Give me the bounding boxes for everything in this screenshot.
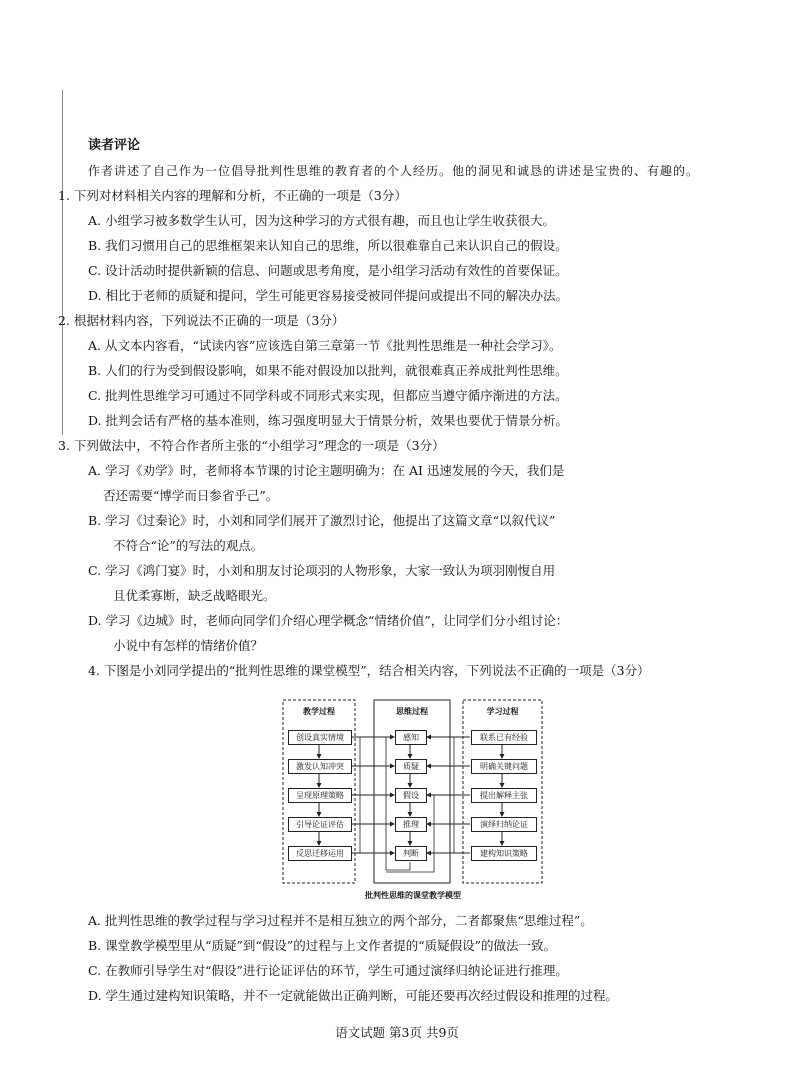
- learning-step: 联系已有经验: [471, 730, 537, 745]
- q3-option-a-line1: A. 学习《劝学》时，老师将本节课的讨论主题明确为：在 AI 迅速发展的今天，我们是: [88, 463, 565, 478]
- teaching-process-title: 教学过程: [303, 706, 335, 716]
- q2-option-d: D. 批判会话有严格的基本准则，练习强度明显大于情景分析，效果也要优于情景分析。: [88, 413, 569, 428]
- binding-margin-line: [62, 90, 63, 435]
- q4-option-b: B. 课堂教学模型里从“质疑”到“假设”的过程与上文作者提的“质疑假设”的做法一致。: [88, 938, 556, 953]
- thinking-process-title: 思维过程: [396, 706, 428, 716]
- teaching-step: 创设真实情境: [288, 730, 352, 745]
- q3-option-d-line2: 小说中有怎样的情绪价值？: [113, 638, 264, 653]
- q2-option-c: C. 批判性思维学习可通过不同学科或不同形式来实现，但都应当遵守循序渐进的方法。: [88, 388, 568, 403]
- q1-stem: 1. 下列对材料相关内容的理解和分析，不正确的一项是（3分）: [58, 188, 407, 203]
- q1-option-d: D. 相比于老师的质疑和提问，学生可能更容易接受被同伴提问或提出不同的解决办法。: [88, 288, 569, 303]
- thinking-step: 质疑: [395, 759, 427, 774]
- reader-comment: 作者讲述了自己作为一位倡导批判性思维的教育者的个人经历。他的洞见和诚恳的讲述是宝贵的、有趣的。: [88, 164, 700, 178]
- learning-process-title: 学习过程: [486, 706, 519, 716]
- learning-step: 明确关键问题: [471, 759, 537, 774]
- q3-option-d-line1: D. 学习《边城》时，老师向同学们介绍心理学概念“情绪价值”，让同学们分小组讨论：: [88, 613, 569, 628]
- q3-option-c-line1: C. 学习《鸿门宴》时，小刘和朋友讨论项羽的人物形象，大家一致认为项羽刚愎自用: [88, 563, 556, 578]
- classroom-model-diagram: [282, 694, 544, 900]
- q3-option-c-line2: 且优柔寡断，缺乏战略眼光。: [113, 588, 276, 603]
- q4-option-c: C. 在教师引导学生对“假设”进行论证评估的环节，学生可通过演绎归纳论证进行推理。: [88, 963, 568, 978]
- q1-option-a: A. 小组学习被多数学生认可，因为这种学习的方式很有趣，而且也让学生收获很大。: [88, 213, 555, 228]
- section-title: 读者评论: [88, 138, 141, 153]
- diagram-caption: 批判性思维的课堂教学模型: [365, 890, 461, 900]
- q2-option-b: B. 人们的行为受到假设影响，如果不能对假设加以批判，就很难真正养成批判性思维。: [88, 363, 568, 378]
- thinking-step: 判断: [395, 846, 427, 861]
- q3-stem: 3. 下列做法中，不符合作者所主张的“小组学习”理念的一项是（3分）: [58, 438, 445, 453]
- q2-option-a: A. 从文本内容看，“试读内容”应该选自第三章第一节《批判性思维是一种社会学习》。: [88, 338, 562, 353]
- q4-stem: 4. 下图是小刘同学提出的“批判性思维的课堂模型”，结合相关内容，下列说法不正确的一项是（3分）: [88, 663, 650, 678]
- q3-option-a-line2: 否还需要“博学而日参省乎己”。: [103, 488, 279, 503]
- thinking-step: 假设: [395, 788, 427, 803]
- teaching-step: 反思迁移运用: [288, 846, 352, 861]
- q3-option-b-line2: 不符合“论”的写法的观点。: [113, 538, 264, 553]
- teaching-step: 呈现原理策略: [288, 788, 352, 803]
- page-footer: 语文试题 第3页 共9页: [335, 1025, 459, 1040]
- q4-option-d: D. 学生通过建构知识策略，并不一定就能做出正确判断，可能还要再次经过假设和推理的过程。: [88, 988, 619, 1003]
- learning-step: 演绎归纳论证: [471, 817, 537, 832]
- thinking-step: 推理: [395, 817, 427, 832]
- q1-option-c: C. 设计活动时提供新颖的信息、问题或思考角度，是小组学习活动有效性的首要保证。: [88, 263, 568, 278]
- learning-step: 提出解释主张: [471, 788, 537, 803]
- q3-option-b-line1: B. 学习《过秦论》时，小刘和同学们展开了激烈讨论，他提出了这篇文章“以叙代议”: [88, 513, 556, 528]
- learning-step: 建构知识策略: [471, 846, 537, 861]
- teaching-step: 激发认知冲突: [288, 759, 352, 774]
- q2-stem: 2. 根据材料内容，下列说法不正确的一项是（3分）: [58, 313, 345, 328]
- thinking-step: 感知: [395, 730, 427, 745]
- q1-option-b: B. 我们习惯用自己的思维框架来认知自己的思维，所以很难靠自己来认识自己的假设。: [88, 238, 568, 253]
- q4-option-a: A. 批判性思维的教学过程与学习过程并不是相互独立的两个部分，二者都聚焦“思维过程”。: [88, 913, 593, 928]
- teaching-step: 引导论证评估: [288, 817, 352, 832]
